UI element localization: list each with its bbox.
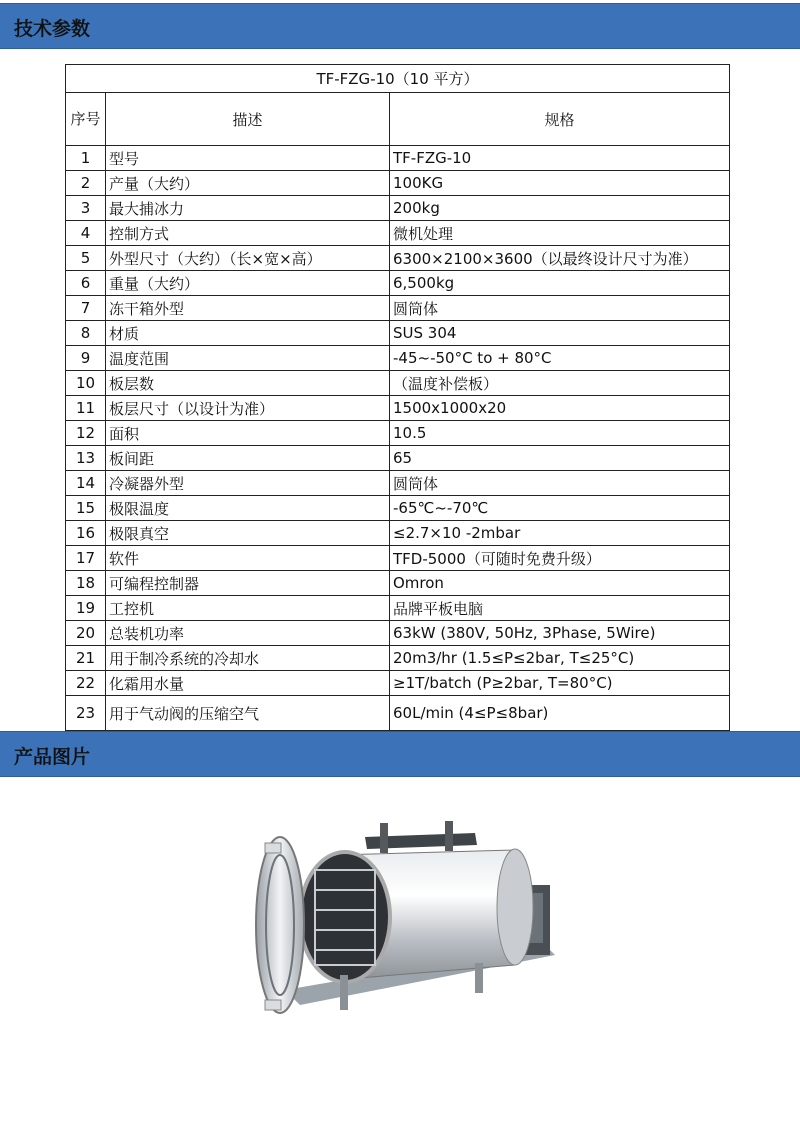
row-desc: 极限温度 <box>106 496 390 521</box>
row-desc: 型号 <box>106 146 390 171</box>
row-no: 14 <box>66 471 106 496</box>
row-no: 4 <box>66 221 106 246</box>
table-row <box>66 696 730 731</box>
row-no: 23 <box>66 696 106 731</box>
row-no: 13 <box>66 446 106 471</box>
row-no: 18 <box>66 571 106 596</box>
table-row <box>66 321 730 346</box>
row-desc: 软件 <box>106 546 390 571</box>
table-row <box>66 421 730 446</box>
table-row <box>66 371 730 396</box>
row-no: 3 <box>66 196 106 221</box>
row-no: 19 <box>66 596 106 621</box>
row-spec: （温度补偿板） <box>390 371 730 396</box>
row-no: 8 <box>66 321 106 346</box>
product-image <box>245 815 565 1035</box>
header-spec: 规格 <box>390 93 730 146</box>
header-no: 序号 <box>66 93 106 146</box>
row-spec: ≥1T/batch (P≥2bar, T=80°C) <box>390 671 730 696</box>
table-row <box>66 571 730 596</box>
row-no: 6 <box>66 271 106 296</box>
row-no: 21 <box>66 646 106 671</box>
row-spec: 品牌平板电脑 <box>390 596 730 621</box>
row-spec: 200kg <box>390 196 730 221</box>
row-no: 12 <box>66 421 106 446</box>
row-spec: 100KG <box>390 171 730 196</box>
row-desc: 板间距 <box>106 446 390 471</box>
row-desc: 总装机功率 <box>106 621 390 646</box>
row-no: 2 <box>66 171 106 196</box>
row-spec: TF-FZG-10 <box>390 146 730 171</box>
row-no: 16 <box>66 521 106 546</box>
row-desc: 产量（大约） <box>106 171 390 196</box>
row-no: 11 <box>66 396 106 421</box>
row-spec: SUS 304 <box>390 321 730 346</box>
row-desc: 用于气动阀的压缩空气 <box>106 696 390 731</box>
row-desc: 板层数 <box>106 371 390 396</box>
row-desc: 温度范围 <box>106 346 390 371</box>
table-row <box>66 446 730 471</box>
row-desc: 可编程控制器 <box>106 571 390 596</box>
row-desc: 面积 <box>106 421 390 446</box>
row-no: 5 <box>66 246 106 271</box>
table-row <box>66 196 730 221</box>
table-header-row <box>66 93 730 146</box>
table-row <box>66 546 730 571</box>
row-spec: 圆筒体 <box>390 471 730 496</box>
row-desc: 极限真空 <box>106 521 390 546</box>
spec-table <box>65 64 730 731</box>
table-row <box>66 646 730 671</box>
row-spec: 65 <box>390 446 730 471</box>
row-desc: 重量（大约） <box>106 271 390 296</box>
row-spec: 1500x1000x20 <box>390 396 730 421</box>
row-desc: 板层尺寸（以设计为准） <box>106 396 390 421</box>
table-row <box>66 346 730 371</box>
row-no: 22 <box>66 671 106 696</box>
table-row <box>66 621 730 646</box>
section-title: 产品图片 <box>14 746 91 768</box>
section-title: 技术参数 <box>14 18 91 40</box>
table-row <box>66 496 730 521</box>
row-spec: TFD-5000（可随时免费升级） <box>390 546 730 571</box>
row-desc: 外型尺寸（大约）（长×宽×高） <box>106 246 390 271</box>
row-no: 20 <box>66 621 106 646</box>
freeze-dryer-illustration <box>245 815 565 1035</box>
table-title: TF-FZG-10（10 平方） <box>66 65 730 93</box>
table-row <box>66 471 730 496</box>
row-desc: 材质 <box>106 321 390 346</box>
row-no: 9 <box>66 346 106 371</box>
table-row <box>66 396 730 421</box>
row-desc: 冷凝器外型 <box>106 471 390 496</box>
header-desc: 描述 <box>106 93 390 146</box>
row-spec: -65℃~-70℃ <box>390 496 730 521</box>
section-header-photo <box>0 731 800 777</box>
table-row <box>66 671 730 696</box>
section-header-specs <box>0 3 800 49</box>
row-spec: -45~-50°C to + 80°C <box>390 346 730 371</box>
row-spec: 60L/min (4≤P≤8bar) <box>390 696 730 731</box>
row-no: 17 <box>66 546 106 571</box>
row-desc: 冻干箱外型 <box>106 296 390 321</box>
row-spec: 63kW (380V, 50Hz, 3Phase, 5Wire) <box>390 621 730 646</box>
row-desc: 工控机 <box>106 596 390 621</box>
row-spec: Omron <box>390 571 730 596</box>
table-row <box>66 221 730 246</box>
row-spec: ≤2.7×10 -2mbar <box>390 521 730 546</box>
table-row <box>66 521 730 546</box>
table-row <box>66 596 730 621</box>
row-spec: 6,500kg <box>390 271 730 296</box>
row-no: 1 <box>66 146 106 171</box>
table-row <box>66 246 730 271</box>
row-no: 15 <box>66 496 106 521</box>
row-desc: 最大捕冰力 <box>106 196 390 221</box>
row-spec: 6300×2100×3600（以最终设计尺寸为准） <box>390 246 730 271</box>
row-spec: 圆筒体 <box>390 296 730 321</box>
row-desc: 控制方式 <box>106 221 390 246</box>
row-no: 10 <box>66 371 106 396</box>
table-row <box>66 296 730 321</box>
table-row <box>66 146 730 171</box>
row-spec: 微机处理 <box>390 221 730 246</box>
row-spec: 10.5 <box>390 421 730 446</box>
row-desc: 用于制冷系统的冷却水 <box>106 646 390 671</box>
row-spec: 20m3/hr (1.5≤P≤2bar, T≤25°C) <box>390 646 730 671</box>
table-row <box>66 271 730 296</box>
row-desc: 化霜用水量 <box>106 671 390 696</box>
table-row <box>66 171 730 196</box>
row-no: 7 <box>66 296 106 321</box>
